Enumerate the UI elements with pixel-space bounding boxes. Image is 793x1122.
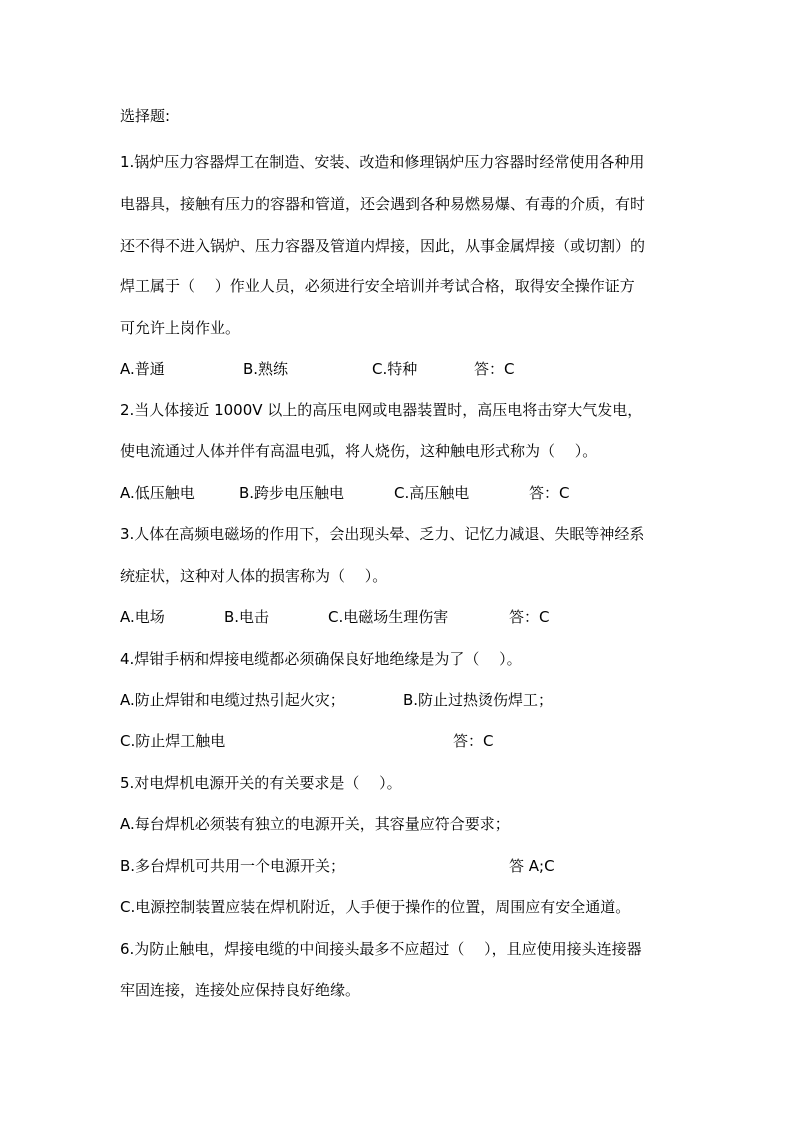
q1-text-line-4: 焊工属于（ ）作业人员，必须进行安全培训并考试合格，取得安全操作证方	[120, 277, 635, 295]
q3-option-a: A.电场	[120, 608, 165, 626]
section-heading: 选择题:	[120, 107, 171, 125]
q1-option-c: C.特种	[372, 360, 418, 378]
q5-option-b: B.多台焊机可共用一个电源开关；	[120, 857, 346, 875]
q4-text-line-1: 4.焊钳手柄和焊接电缆都必须确保良好地绝缘是为了（ ）。	[120, 650, 522, 668]
q1-answer: 答：C	[474, 360, 515, 378]
q5-option-a: A.每台焊机必须装有独立的电源开关，其容量应符合要求；	[120, 815, 510, 833]
q5-answer: 答 A;C	[509, 857, 555, 875]
q3-option-c: C.电磁场生理伤害	[328, 608, 449, 626]
q1-option-a: A.普通	[120, 360, 165, 378]
q3-text-line-1: 3.人体在高频电磁场的作用下，会出现头晕、乏力、记忆力减退、失眠等神经系	[120, 525, 645, 543]
q5-text-line-1: 5.对电焊机电源开关的有关要求是（ ）。	[120, 774, 402, 792]
q4-option-a: A.防止焊钳和电缆过热引起火灾；	[120, 691, 345, 709]
q1-text-line-5: 可允许上岗作业。	[120, 319, 241, 337]
q2-option-b: B.跨步电压触电	[239, 484, 345, 502]
q2-option-a: A.低压触电	[120, 484, 195, 502]
q2-option-c: C.高压触电	[394, 484, 470, 502]
q2-answer: 答：C	[529, 484, 570, 502]
q5-option-c: C.电源控制装置应装在焊机附近，人手便于操作的位置，周围应有安全通道。	[120, 898, 631, 916]
q6-text-line-1: 6.为防止触电，焊接电缆的中间接头最多不应超过（ ），且应使用接头连接器	[120, 940, 642, 958]
q6-text-line-2: 牢固连接，连接处应保持良好绝缘。	[120, 981, 361, 999]
q2-text-line-2: 使电流通过人体并伴有高温电弧，将人烧伤，这种触电形式称为（ ）。	[120, 442, 598, 460]
q4-answer: 答：C	[453, 732, 494, 750]
q2-text-line-1: 2.当人体接近 1000V 以上的高压电网或电器装置时，高压电将击穿大气发电，	[120, 401, 643, 419]
q3-text-line-2: 统症状，这种对人体的损害称为（ ）。	[120, 567, 388, 585]
q3-answer: 答：C	[509, 608, 550, 626]
q4-option-c: C.防止焊工触电	[120, 732, 226, 750]
q1-text-line-1: 1.锅炉压力容器焊工在制造、安装、改造和修理锅炉压力容器时经常使用各种用	[120, 153, 645, 171]
q4-option-b: B.防止过热烫伤焊工；	[403, 691, 554, 709]
q1-option-b: B.熟练	[243, 360, 289, 378]
q1-text-line-3: 还不得不进入锅炉、压力容器及管道内焊接，因此，从事金属焊接（或切割）的	[120, 237, 646, 255]
q3-option-b: B.电击	[224, 608, 270, 626]
q1-text-line-2: 电器具，接触有压力的容器和管道，还会遇到各种易燃易爆、有毒的介质，有时	[120, 195, 646, 213]
